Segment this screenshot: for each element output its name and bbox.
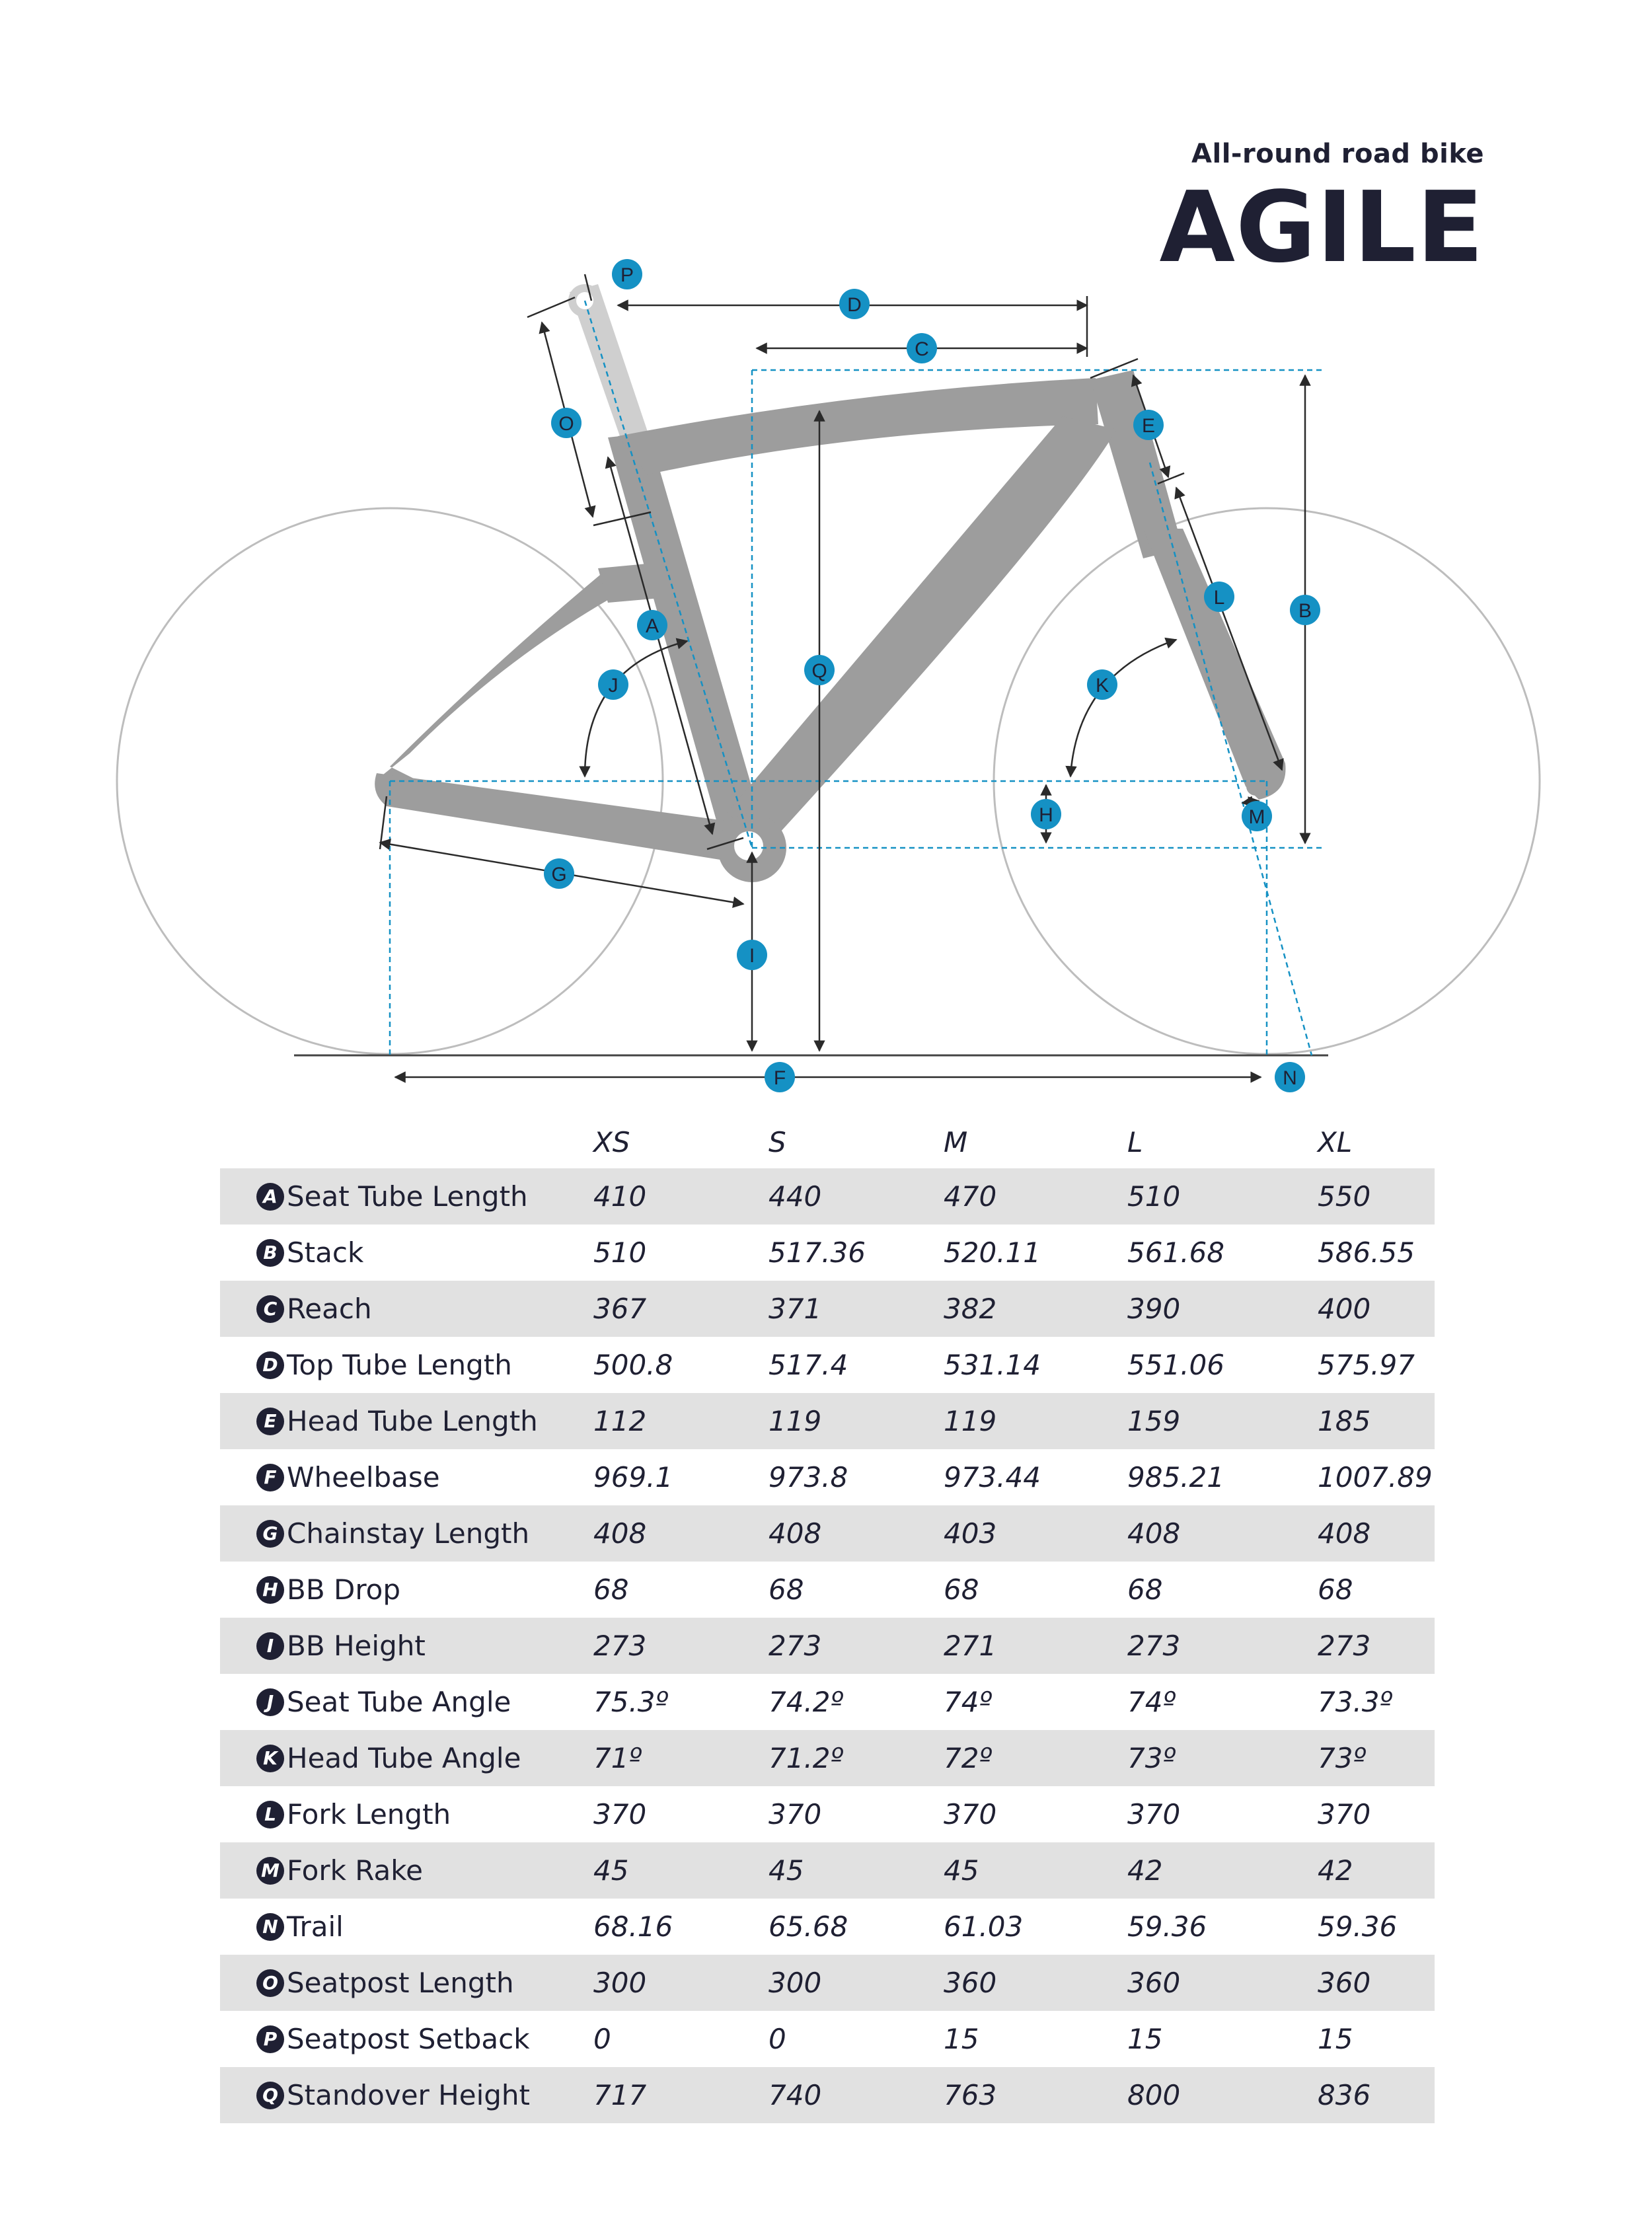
row-label-text: Seatpost Setback	[287, 2023, 530, 2055]
table-row	[220, 1168, 1435, 1225]
table-cell: 360	[944, 1967, 997, 1999]
marker-I	[737, 940, 767, 970]
size-header: L	[1127, 1125, 1143, 1158]
marker-A	[637, 610, 667, 640]
row-label-text: Fork Length	[287, 1798, 451, 1830]
row-label	[256, 1955, 514, 2011]
row-label	[256, 1786, 451, 1842]
table-cell: 985.21	[1127, 1461, 1224, 1493]
marker-E	[1133, 410, 1164, 440]
table-cell: 71º	[593, 1742, 642, 1774]
table-cell: 390	[1127, 1293, 1181, 1325]
table-cell: 586.55	[1318, 1236, 1415, 1269]
table-cell: 119	[769, 1405, 822, 1437]
table-cell: 973.8	[769, 1461, 848, 1493]
table-cell: 836	[1318, 2079, 1371, 2111]
marker-C	[907, 333, 937, 363]
marker-G	[544, 858, 574, 889]
table-row	[220, 1674, 1435, 1730]
table-row	[220, 1955, 1435, 2011]
marker-O	[551, 408, 582, 438]
row-label-text: Chainstay Length	[287, 1517, 530, 1550]
table-cell: 119	[944, 1405, 997, 1437]
size-header: XL	[1318, 1125, 1353, 1158]
svg-text:K: K	[1095, 675, 1109, 697]
table-cell: 969.1	[593, 1461, 673, 1493]
table-cell: 408	[1127, 1517, 1181, 1550]
marker-N	[1275, 1062, 1305, 1092]
table-cell: 400	[1318, 1293, 1371, 1325]
table-cell: 370	[1127, 1798, 1181, 1830]
row-label-text: Seatpost Length	[287, 1967, 514, 1999]
table-cell: 408	[1318, 1517, 1371, 1550]
table-cell: 371	[769, 1293, 822, 1325]
table-cell: 65.68	[769, 1910, 848, 1943]
row-label-text: Top Tube Length	[287, 1349, 512, 1381]
row-label-text: BB Height	[287, 1630, 426, 1662]
table-row	[220, 1281, 1435, 1337]
table-cell: 45	[593, 1854, 629, 1887]
row-label-text: Seat Tube Angle	[287, 1686, 511, 1718]
row-label-text: Reach	[287, 1293, 372, 1325]
table-cell: 68	[593, 1573, 629, 1606]
table-cell: 1007.89	[1318, 1461, 1433, 1493]
table-row	[220, 1842, 1435, 1899]
svg-text:F: F	[773, 1067, 786, 1089]
table-cell: 517.36	[769, 1236, 866, 1269]
size-header: XS	[593, 1125, 630, 1158]
table-cell: 470	[944, 1180, 997, 1213]
bike-frame	[375, 370, 1285, 862]
row-label	[256, 1674, 511, 1730]
row-letter-badge: Q	[256, 2082, 284, 2109]
marker-Q	[804, 655, 835, 685]
subtitle: All-round road bike	[1191, 139, 1484, 169]
table-cell: 45	[944, 1854, 979, 1887]
row-label	[256, 1618, 426, 1674]
svg-text:M: M	[1248, 806, 1265, 828]
row-letter-badge: F	[256, 1464, 284, 1491]
table-cell: 370	[593, 1798, 647, 1830]
table-cell: 273	[1318, 1630, 1371, 1662]
table-row	[220, 1730, 1435, 1786]
table-cell: 73.3º	[1318, 1686, 1393, 1718]
table-cell: 15	[1318, 2023, 1353, 2055]
table-cell: 300	[593, 1967, 647, 1999]
row-label-text: Seat Tube Length	[287, 1180, 528, 1213]
row-letter-badge: G	[256, 1520, 284, 1548]
table-cell: 500.8	[593, 1349, 673, 1381]
row-letter-badge: K	[256, 1745, 284, 1772]
table-cell: 271	[944, 1630, 997, 1662]
table-cell: 550	[1318, 1180, 1371, 1213]
svg-text:E: E	[1141, 415, 1156, 437]
marker-J	[598, 669, 628, 700]
row-label-text: Head Tube Angle	[287, 1742, 521, 1774]
row-label	[256, 1393, 538, 1449]
table-cell: 800	[1127, 2079, 1181, 2111]
table-cell: 410	[593, 1180, 647, 1213]
table-cell: 360	[1127, 1967, 1181, 1999]
row-label	[256, 1281, 372, 1337]
marker-K	[1087, 669, 1117, 700]
table-cell: 403	[944, 1517, 997, 1550]
svg-text:D: D	[847, 294, 862, 316]
marker-H	[1031, 799, 1061, 829]
table-cell: 273	[1127, 1630, 1181, 1662]
table-cell: 71.2º	[769, 1742, 844, 1774]
table-cell: 531.14	[944, 1349, 1041, 1381]
row-letter-badge: E	[256, 1408, 284, 1435]
svg-text:G: G	[551, 864, 567, 886]
svg-text:N: N	[1283, 1067, 1297, 1089]
svg-text:I: I	[749, 945, 755, 967]
table-cell: 517.4	[769, 1349, 848, 1381]
table-cell: 520.11	[944, 1236, 1041, 1269]
table-cell: 15	[1127, 2023, 1163, 2055]
table-cell: 370	[944, 1798, 997, 1830]
table-cell: 74º	[944, 1686, 993, 1718]
table-cell: 382	[944, 1293, 997, 1325]
table-cell: 0	[593, 2023, 611, 2055]
marker-F	[765, 1062, 795, 1092]
table-cell: 74º	[1127, 1686, 1176, 1718]
size-header: M	[944, 1125, 968, 1158]
marker-B	[1290, 595, 1320, 625]
row-letter-badge: O	[256, 1969, 284, 1997]
table-cell: 74.2º	[769, 1686, 844, 1718]
table-cell: 561.68	[1127, 1236, 1224, 1269]
table-row	[220, 1562, 1435, 1618]
geometry-diagram	[0, 0, 1652, 1097]
table-row	[220, 1505, 1435, 1562]
table-row	[220, 2067, 1435, 2123]
table-cell: 185	[1318, 1405, 1371, 1437]
svg-text:C: C	[915, 338, 929, 360]
row-label	[256, 1168, 528, 1225]
row-label	[256, 1337, 512, 1393]
table-cell: 510	[1127, 1180, 1181, 1213]
table-cell: 575.97	[1318, 1349, 1415, 1381]
row-label	[256, 1842, 423, 1899]
table-cell: 370	[1318, 1798, 1371, 1830]
marker-P	[612, 259, 642, 289]
table-row	[220, 2011, 1435, 2067]
marker-M	[1242, 801, 1272, 831]
table-row	[220, 1786, 1435, 1842]
svg-text:L: L	[1213, 587, 1225, 609]
svg-text:J: J	[608, 675, 619, 697]
table-cell: 551.06	[1127, 1349, 1224, 1381]
table-cell: 68	[1127, 1573, 1163, 1606]
row-letter-badge: I	[256, 1632, 284, 1660]
row-label	[256, 1899, 344, 1955]
table-cell: 59.36	[1318, 1910, 1398, 1943]
table-row	[220, 1337, 1435, 1393]
table-cell: 973.44	[944, 1461, 1041, 1493]
table-cell: 68.16	[593, 1910, 673, 1943]
marker-D	[839, 289, 870, 319]
row-letter-badge: D	[256, 1351, 284, 1379]
table-cell: 73º	[1127, 1742, 1176, 1774]
table-cell: 59.36	[1127, 1910, 1207, 1943]
row-label	[256, 2067, 530, 2123]
table-cell: 360	[1318, 1967, 1371, 1999]
row-label	[256, 1505, 529, 1562]
row-label-text: Stack	[287, 1236, 364, 1269]
marker-L	[1204, 582, 1234, 612]
svg-text:A: A	[645, 615, 659, 637]
table-cell: 42	[1127, 1854, 1163, 1887]
svg-text:B: B	[1298, 600, 1312, 622]
table-row	[220, 1225, 1435, 1281]
row-label-text: Fork Rake	[287, 1854, 423, 1887]
table-cell: 273	[593, 1630, 647, 1662]
table-cell: 367	[593, 1293, 647, 1325]
table-cell: 159	[1127, 1405, 1181, 1437]
svg-text:H: H	[1039, 804, 1053, 826]
table-cell: 112	[593, 1405, 647, 1437]
table-cell: 510	[593, 1236, 647, 1269]
table-cell: 72º	[944, 1742, 993, 1774]
page-title: AGILE	[1159, 170, 1484, 284]
table-cell: 15	[944, 2023, 979, 2055]
table-body	[220, 1168, 1435, 2123]
row-label-text: Standover Height	[287, 2079, 530, 2111]
table-row	[220, 1449, 1435, 1505]
table-cell: 61.03	[944, 1910, 1024, 1943]
table-cell: 408	[769, 1517, 822, 1550]
table-cell: 68	[1318, 1573, 1353, 1606]
table-cell: 45	[769, 1854, 804, 1887]
row-label	[256, 2011, 530, 2067]
table-cell: 0	[769, 2023, 786, 2055]
row-letter-badge: B	[256, 1239, 284, 1267]
row-label	[256, 1449, 440, 1505]
row-letter-badge: P	[256, 2025, 284, 2053]
row-label	[256, 1730, 521, 1786]
table-cell: 717	[593, 2079, 647, 2111]
row-letter-badge: N	[256, 1913, 284, 1941]
table-cell: 740	[769, 2079, 822, 2111]
table-cell: 408	[593, 1517, 647, 1550]
row-letter-badge: A	[256, 1183, 284, 1211]
svg-text:O: O	[558, 413, 574, 435]
table-cell: 763	[944, 2079, 997, 2111]
row-label-text: Head Tube Length	[287, 1405, 538, 1437]
size-header-row	[220, 1115, 1435, 1168]
row-label-text: BB Drop	[287, 1573, 401, 1606]
table-cell: 440	[769, 1180, 822, 1213]
row-letter-badge: M	[256, 1857, 284, 1885]
table-cell: 68	[944, 1573, 979, 1606]
table-cell: 273	[769, 1630, 822, 1662]
row-label	[256, 1225, 363, 1281]
row-letter-badge: J	[256, 1688, 284, 1716]
row-label	[256, 1562, 400, 1618]
row-label-text: Trail	[287, 1910, 344, 1943]
geometry-table	[220, 1115, 1435, 2123]
table-row	[220, 1899, 1435, 1955]
row-letter-badge: C	[256, 1295, 284, 1323]
table-row	[220, 1618, 1435, 1674]
row-letter-badge: H	[256, 1576, 284, 1604]
table-row	[220, 1393, 1435, 1449]
row-letter-badge: L	[256, 1801, 284, 1829]
table-cell: 300	[769, 1967, 822, 1999]
table-cell: 73º	[1318, 1742, 1367, 1774]
table-cell: 68	[769, 1573, 804, 1606]
table-cell: 75.3º	[593, 1686, 669, 1718]
svg-text:P: P	[620, 264, 634, 286]
size-header: S	[769, 1125, 786, 1158]
table-cell: 42	[1318, 1854, 1353, 1887]
front-dropout	[1246, 777, 1265, 796]
svg-text:Q: Q	[811, 660, 827, 682]
row-label-text: Wheelbase	[287, 1461, 440, 1493]
table-cell: 370	[769, 1798, 822, 1830]
